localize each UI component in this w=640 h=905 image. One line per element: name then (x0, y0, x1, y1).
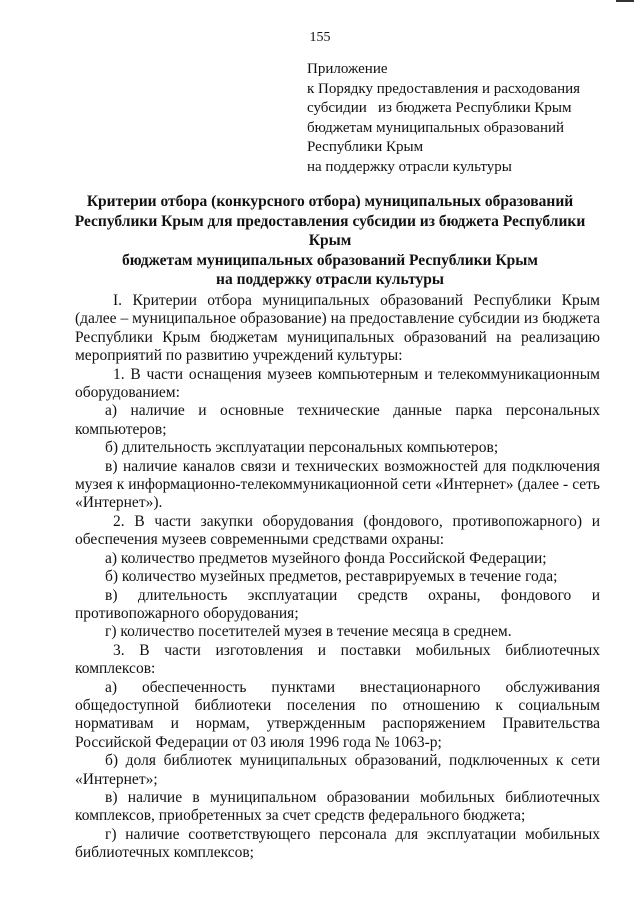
document-body (75, 292, 600, 863)
title-line: Республики Крым для предоставления субсидии из бюджета Республики (74, 212, 586, 230)
paragraph: в) наличие в муниципальном образовании мобильных библиотечных комплексов, приобретенных за счет средств федерального бюджета; (75, 788, 600, 825)
paragraph: б) длительность эксплуатации персональных компьютеров; (105, 439, 499, 457)
appendix-line: на поддержку отрасли культуры (307, 158, 512, 175)
paragraph: г) количество посетителей музея в течение месяца в среднем. (105, 623, 512, 641)
paragraph: 3. В части изготовления и поставки мобильных библиотечных комплексов: (75, 641, 600, 678)
paragraph: I. Критерии отбора муниципальных образований Республики Крым (далее – муниципальное образование) на предоставление субсидии из бюджета Республики Крым бюджетам муниципальных образований на реализацию мероприятий по развитию учреждений культуры: (75, 292, 600, 365)
title-line: на поддержку отрасли культуры (216, 271, 444, 288)
page-number: 155 (309, 30, 331, 45)
paragraph: в) наличие каналов связи и технических возможностей для подключения музея к информационно-телекоммуникационной сети «Интернет» (далее - сеть «Интернет»). (75, 457, 600, 512)
paragraph: в) длительность эксплуатации средств охраны, фондового и противопожарного оборудования; (75, 586, 600, 622)
appendix-line: бюджетам муниципальных образований (307, 119, 565, 136)
document-title (70, 192, 590, 290)
paragraph: 1. В части оснащения музеев компьютерным и телекоммуникационным оборудованием: (75, 365, 600, 402)
title-line: Крым (308, 232, 352, 249)
appendix-line: Приложение (307, 61, 388, 77)
appendix-header (307, 60, 580, 177)
appendix-line: Республики Крым (307, 139, 424, 155)
title-line: бюджетам муниципальных образований Республики Крым (122, 251, 538, 269)
paragraph: б) количество музейных предметов, реставрируемых в течение года; (105, 568, 558, 586)
appendix-line: к Порядку предоставления и расходования (307, 80, 581, 97)
corner-mark (616, 0, 634, 2)
paragraph: а) количество предметов музейного фонда Российской Федерации; (105, 549, 547, 567)
paragraph: а) наличие и основные технические данные парка персональных компьютеров; (75, 402, 600, 438)
title-line: Критерии отбора (конкурсного отбора) муниципальных образований (86, 193, 574, 210)
paragraph: 2. В части закупки оборудования (фондового, противопожарного) и обеспечения музеев современными средствами охраны: (75, 512, 600, 549)
appendix-line: субсидии из бюджета Республики Крым (307, 100, 572, 116)
paragraph: б) доля библиотек муниципальных образований, подключенных к сети «Интернет»; (75, 752, 600, 788)
paragraph: а) обеспеченность пунктами внестационарного обслуживания общедоступной библиотеки поселения по отношению к социальным нормативам и нормам, утвержденным распоряжением Правительства Российской Федерации от 03 июля 1996 года № 1063-р; (75, 678, 600, 751)
paragraph: г) наличие соответствующего персонала для эксплуатации мобильных библиотечных комплексов; (75, 825, 600, 862)
